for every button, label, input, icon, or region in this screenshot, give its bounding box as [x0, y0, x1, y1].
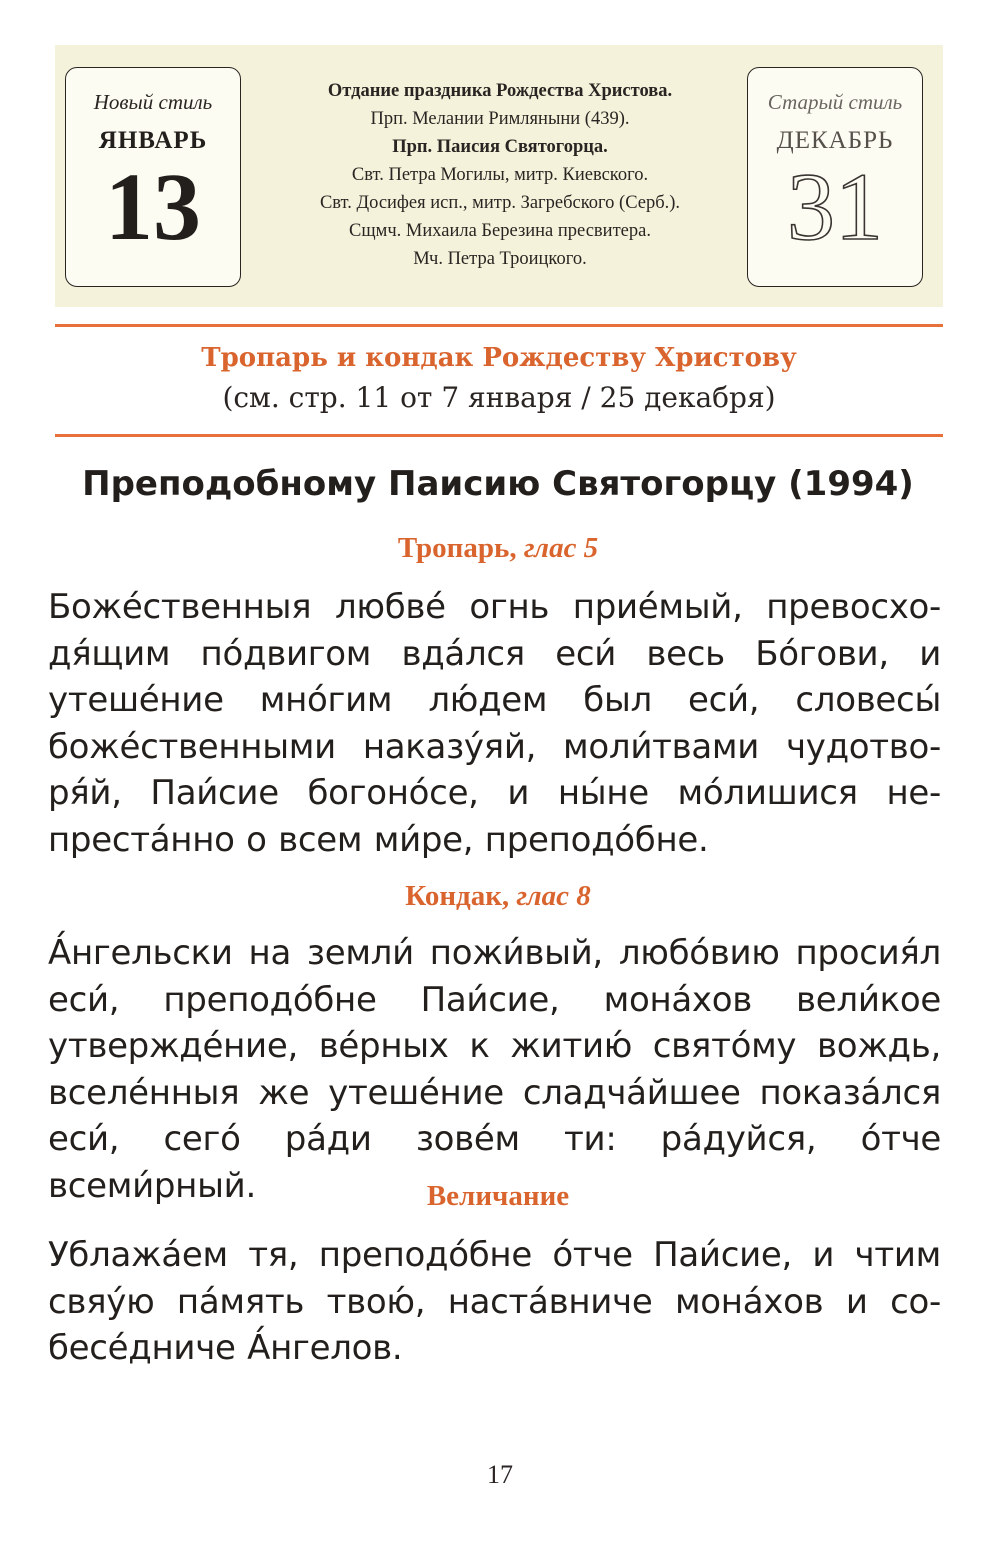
kontakion-heading — [48, 880, 948, 913]
troparion-heading — [48, 532, 948, 565]
new-style-month: ЯНВАРЬ — [98, 127, 208, 154]
troparion-tone: глас 5 — [523, 532, 599, 564]
divider-top — [55, 324, 943, 327]
saint-line: Свт. Петра Могилы, митр. Киевского. — [351, 165, 649, 185]
page-number: 17 — [487, 1460, 513, 1489]
troparion-text: Боже́ственныя любве́ огнь прие́мый, превосхо-дя́щим по́двигом вда́лся еси́ весь Бо́гови, и утеше́ние мно́гим лю́дем был еси́, словесы́ боже́ственными наказу́яй, моли́твами чудотво-ря́й, Паи́сие богоно́се, и ны́не мо́лишися не-преста́нно о всем ми́ре, преподо́бне. — [48, 587, 941, 860]
megalynarion-text: Ублажа́ем тя, преподо́бне о́тче Паи́сие, и чтим свяу́ю па́мять твою́, наста́вниче мона́хов и со-бесе́дниче А́нгелов. — [48, 1235, 941, 1368]
date-header — [55, 45, 943, 307]
saints-of-day — [267, 77, 733, 273]
feast-reference-subtitle: (см. стр. 11 от 7 января / 25 декабря) — [222, 381, 776, 414]
new-style-day: 13 — [105, 153, 201, 260]
saint-line: Сщмч. Михаила Березина пресвитера. — [349, 221, 651, 241]
old-style-day: 31 — [787, 153, 883, 260]
saint-line: Мч. Петра Троицкого. — [413, 249, 587, 269]
kontakion-tone: глас 8 — [516, 880, 591, 912]
old-style-month: ДЕКАБРЬ — [776, 127, 894, 154]
old-style-label: Старый стиль — [767, 90, 903, 114]
feast-reference-title: Тропарь и кондак Рождеству Христову — [201, 343, 797, 373]
kontakion-label: Кондак, — [405, 880, 510, 912]
saint-line: Свт. Досифея исп., митр. Загребского (Серб.). — [319, 193, 681, 213]
kontakion-text: А́нгельски на земли́ пожи́вый, любо́вию просия́л еси́, преподо́бне Паи́сие, мона́хов вели́кое утвержде́ние, ве́рных к житию́ свято́му вождь, вселе́нныя же утеше́ние сладча́йшее показа́лся еси́, сего́ ра́ди зове́м ти: ра́дуйся, о́тче всеми́рный. — [48, 933, 941, 1206]
troparion-label: Тропарь, — [397, 532, 517, 564]
saint-line: Отдание праздника Рождества Христова. — [327, 81, 673, 101]
divider-bottom — [55, 434, 943, 437]
feast-reference — [55, 338, 943, 418]
new-style-label: Новый стиль — [93, 90, 213, 114]
new-style-date-box — [65, 67, 241, 287]
old-style-date-box — [747, 67, 923, 287]
saint-title: Преподобному Паисию Святогорцу (1994) — [82, 464, 914, 504]
megalynarion-heading: Величание — [426, 1180, 570, 1212]
saint-line: Прп. Мелании Римляныни (439). — [370, 109, 630, 129]
saint-line: Прп. Паисия Святогорца. — [392, 137, 608, 157]
